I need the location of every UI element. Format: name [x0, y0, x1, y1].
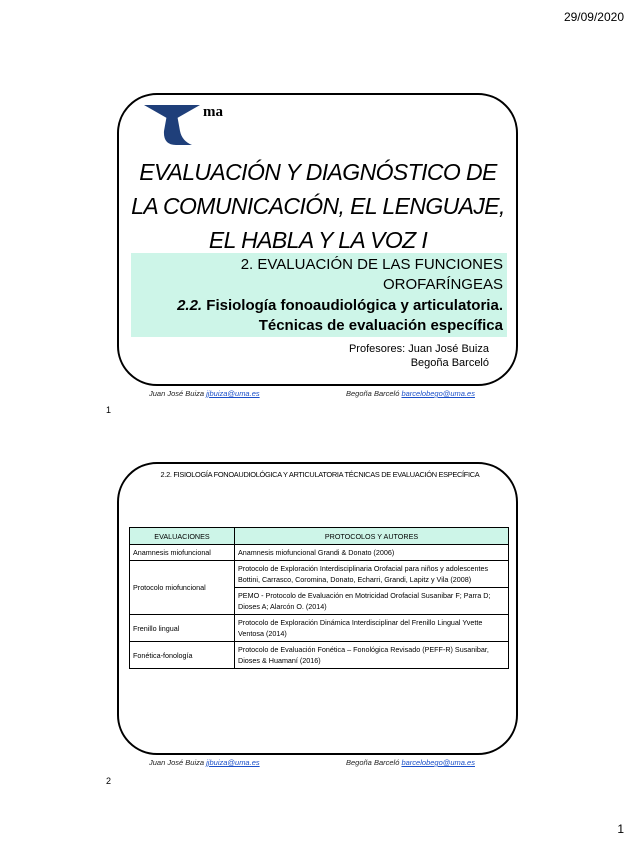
footer-author: Begoña Barceló: [346, 758, 400, 767]
table-header-cell: PROTOCOLOS Y AUTORES: [235, 528, 509, 545]
footer-author: Juan José Buiza: [149, 758, 205, 767]
table-row: [130, 545, 509, 561]
professor-2: Begoña Barceló: [410, 357, 489, 369]
slide-number-1: 1: [106, 405, 112, 415]
subtitle-number: 2.2.: [177, 297, 203, 314]
slide-title: EVALUACIÓN Y DIAGNÓSTICO DE LA COMUNICACIÓN, EL LENGUAJE, EL HABLA Y LA VOZ I: [131, 159, 505, 253]
table-row: [130, 561, 509, 588]
professors: [300, 342, 489, 370]
footer-left-2: [149, 758, 260, 767]
table-cell-evaluation: Fonética-fonología: [130, 642, 235, 669]
table-cell-protocol: Anamnesis miofuncional Grandi & Donato (2006): [235, 545, 509, 561]
page-number: 1: [617, 822, 624, 836]
footer-right-1: [346, 389, 475, 398]
document-date: 29/09/2020: [563, 10, 624, 24]
footer-email-link[interactable]: jjbuiza@uma.es: [206, 389, 260, 398]
table-cell-evaluation: Frenillo lingual: [130, 615, 235, 642]
slide-2-header: 2.2. FISIOLOGÍA FONOAUDIOLÓGICA Y ARTICULATORIA TÉCNICAS DE EVALUACIÓN ESPECÍFICA: [160, 470, 480, 479]
table-header-row: [130, 528, 509, 545]
table-header-cell: EVALUACIONES: [130, 528, 235, 545]
evaluation-table: [129, 527, 509, 669]
table-cell-protocol: PEMO - Protocolo de Evaluación en Motricidad Orofacial Susanibar F; Parra D; Dioses A; Alarcón O. (2014): [235, 588, 509, 615]
footer-left-1: [149, 389, 260, 398]
table-cell-protocol: Protocolo de Exploración Interdisciplinaria Orofacial para niños y adolescentes Bottini, Carrasco, Coromina, Donato, Echarri, Grandi, Lapitz y Vila (2008): [235, 561, 509, 588]
table-cell-evaluation: Protocolo miofuncional: [130, 561, 235, 615]
subtitle-topic: [131, 296, 503, 336]
footer-author: Begoña Barceló: [346, 389, 400, 398]
footer-email-link[interactable]: barcelobego@uma.es: [401, 758, 475, 767]
table-row: [130, 642, 509, 669]
table-cell-protocol: Protocolo de Evaluación Fonética – Fonológica Revisado (PEFF-R) Susanibar, Dioses & Huamaní (2016): [235, 642, 509, 669]
table-cell-evaluation: Anamnesis miofuncional: [130, 545, 235, 561]
footer-author: Juan José Buiza: [149, 389, 205, 398]
subtitle-topic-text: Fisiología fonoaudiológica y articulatoria. Técnicas de evaluación específica: [206, 297, 503, 334]
table-row: [130, 615, 509, 642]
slide-number-2: 2: [106, 776, 112, 786]
logo-text: ma: [203, 104, 223, 120]
footer-right-2: [346, 758, 475, 767]
subtitle-section: 2. EVALUACIÓN DE LAS FUNCIONES OROFARÍNGEAS: [240, 256, 503, 293]
table-cell-protocol: Protocolo de Exploración Dinámica Interdisciplinar del Frenillo Lingual Yvette Ventosa (2014): [235, 615, 509, 642]
footer-email-link[interactable]: jjbuiza@uma.es: [206, 758, 260, 767]
footer-email-link[interactable]: barcelobego@uma.es: [401, 389, 475, 398]
professor-1: Profesores: Juan José Buiza: [348, 343, 489, 355]
